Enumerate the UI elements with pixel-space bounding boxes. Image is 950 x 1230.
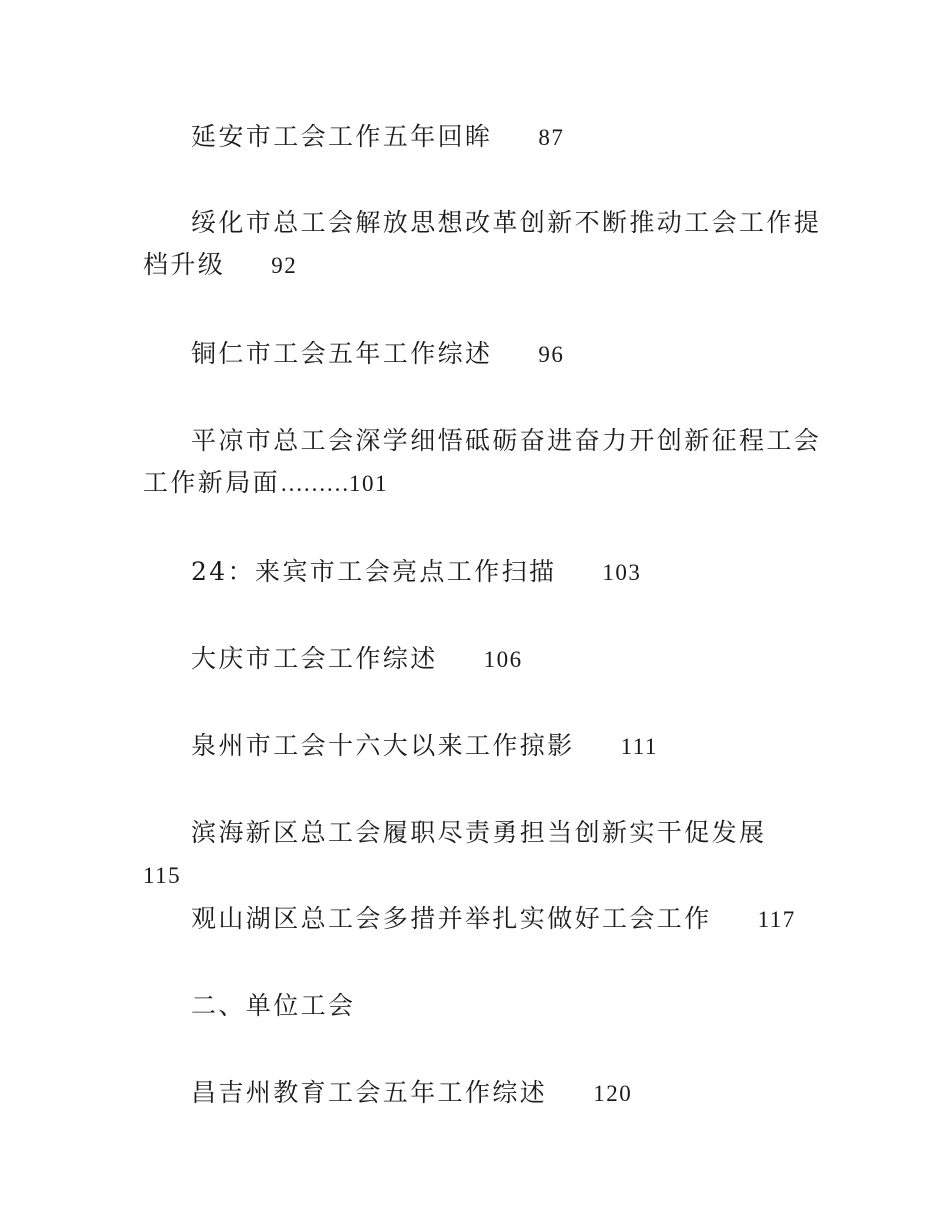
- toc-entry-title: 昌吉州教育工会五年工作综述: [191, 1078, 548, 1107]
- toc-entry-page: 106: [483, 647, 523, 672]
- toc-entry-page: 120: [593, 1081, 633, 1106]
- toc-entry: [143, 202, 823, 287]
- toc-entry-page: 117: [757, 907, 796, 932]
- toc-entry-title: 延安市工会工作五年回眸: [191, 122, 493, 151]
- toc-entry: [143, 898, 823, 941]
- section-heading: 二、单位工会: [191, 991, 356, 1020]
- toc-entry-title: 平凉市总工会深学细悟砥砺奋进奋力开创新征程工会工作新局面: [143, 426, 822, 497]
- toc-entry-page: 103: [602, 560, 642, 585]
- toc-entry-page: 101: [349, 471, 389, 496]
- toc-entry-title: 铜仁市工会五年工作综述: [191, 339, 493, 368]
- toc-entry-page: 96: [538, 342, 565, 367]
- toc-entry-title: 24：来宾市工会亮点工作扫描: [191, 557, 557, 586]
- toc-entry: [143, 638, 823, 681]
- toc-entry: [143, 116, 823, 159]
- toc-entry-page: 111: [620, 734, 658, 759]
- toc-entry-title: 大庆市工会工作综述: [191, 644, 438, 673]
- toc-entry: [143, 551, 823, 594]
- toc-entry-page: 87: [538, 125, 565, 150]
- toc-entry: [143, 420, 823, 505]
- toc-entry-title: 泉州市工会十六大以来工作掠影: [191, 731, 575, 760]
- toc-entry: [143, 333, 823, 376]
- toc-entry-title: 观山湖区总工会多措并举扎实做好工会工作: [191, 904, 712, 933]
- toc-entry: [143, 725, 823, 768]
- toc-entry-page: 92: [271, 253, 298, 278]
- toc-entry-title: 滨海新区总工会履职尽责勇担当创新实干促发展: [191, 818, 767, 847]
- toc-entry: [143, 1072, 823, 1115]
- toc-entry-leader: ………: [280, 471, 350, 496]
- toc-entry-page: 115: [143, 863, 182, 888]
- toc-entry-title: 绥化市总工会解放思想改革创新不断推动工会工作提档升级: [143, 208, 822, 279]
- toc-entry: [143, 812, 823, 897]
